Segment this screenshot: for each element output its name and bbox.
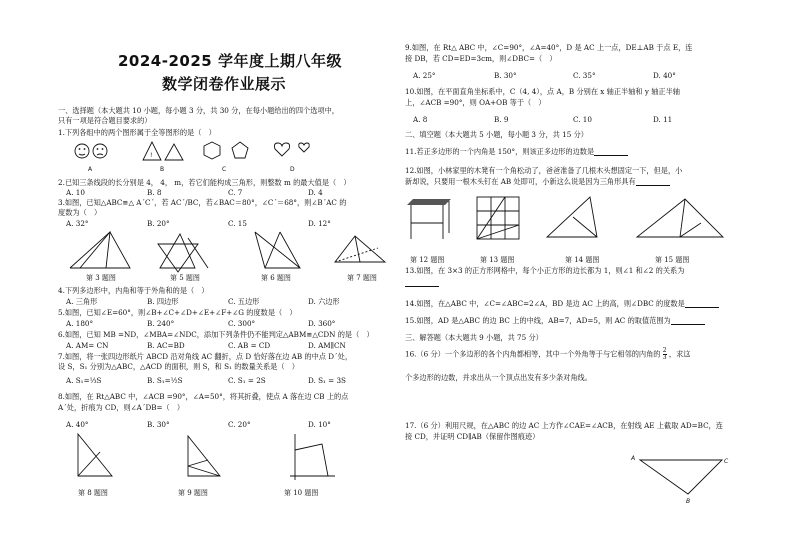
q4-opt-d: D. 六边形 — [308, 297, 340, 306]
q6-opt-d: D. AM∥CN — [308, 341, 346, 350]
figure-q9 — [188, 436, 220, 476]
caption-q3: 第 3 题图 — [86, 274, 116, 282]
question-5: 5.如图，已知∠E=60°，则∠B+∠C+∠D+∠E+∠F+∠G 的度数是（ ） — [58, 308, 297, 317]
section-2-heading: 二、填空题（本大题共 5 小题，每小题 3 分，共 15 分） — [405, 130, 588, 139]
q3-opt-b: B. 20° — [147, 219, 170, 228]
q3-opt-d: D. 12° — [308, 219, 331, 228]
q9-opt-d: D. 40° — [653, 71, 676, 80]
page-subtitle: 数学闭卷作业展示 — [162, 75, 287, 93]
q9-opt-b: B. 30° — [494, 71, 517, 80]
fraction-numerator: 2 — [662, 347, 667, 354]
q9-opt-a: A. 25° — [413, 71, 436, 80]
question-17-cont: 接 CD，并证明 CD∥AB（保留作图痕迹） — [405, 432, 540, 441]
q6-opt-a: A. AM= CN — [66, 341, 109, 350]
q5-opt-c: C. 300° — [228, 319, 256, 328]
q6-opt-b: B. AC=BD — [147, 341, 185, 350]
caption-q6: 第 6 题图 — [261, 274, 291, 282]
question-7-cont: 设 S，S₁ 分别为△ABC，△ACD 的面积，则 S，和 S₁ 的数量关系是（ ） — [58, 362, 299, 371]
question-16-line — [405, 348, 690, 361]
q2-opt-b: B. 8 — [147, 188, 162, 197]
question-4: 4.下列多边形中，内角和等于外角和的是（ ） — [58, 286, 209, 295]
figures-row-2 — [60, 430, 395, 485]
q7-opt-a: A. S₁=⅓S — [66, 376, 102, 385]
section-3-heading: 三、解答题（本大题共 9 小题，共 75 分） — [405, 333, 543, 342]
q10-opt-a: A. 8 — [413, 115, 428, 124]
q1-opt-d: D — [290, 166, 295, 173]
question-9: 9.如图，在 Rt△ ABC 中，∠C=90°，∠A=40°，D 是 AC 上一点，DE⊥AB 于点 E，连 — [405, 43, 693, 52]
page-title: 2024-2025 学年度上期八年级 — [118, 52, 342, 70]
figure-q17 — [630, 450, 740, 506]
question-16: 16.（6 分）一个多边形的各个内角都相等，其中一个外角等于与它相邻的内角的 — [405, 349, 661, 359]
figure-q8 — [78, 434, 112, 476]
q10-opt-d: D. 11 — [653, 115, 673, 124]
caption-q15: 第 15 题图 — [655, 256, 690, 264]
question-8-cont: A´处，折痕为 CD，则∠A´DB=（ ） — [58, 403, 185, 412]
answer-blank[interactable] — [594, 148, 628, 156]
label-c: C — [724, 458, 729, 465]
q5-opt-d: D. 360° — [308, 319, 336, 328]
q10-opt-b: B. 9 — [494, 115, 509, 124]
section-1-heading: 一、选择题（本大题共 10 小题，每小题 3 分，共 30 分，在每小题给出的四个选项中， — [58, 106, 339, 115]
figure-q6 — [255, 232, 300, 268]
answer-blank[interactable] — [685, 300, 719, 308]
q8-opt-b: B. 30° — [147, 420, 170, 429]
q3-opt-c: C. 15 — [228, 219, 247, 228]
q1-opt-a: A — [88, 166, 93, 173]
q5-opt-a: A. 180° — [66, 319, 94, 328]
q5-opt-b: B. 240° — [147, 319, 175, 328]
q8-opt-d: D. 10° — [308, 420, 331, 429]
label-a: A — [631, 455, 636, 462]
answer-blank[interactable] — [671, 317, 705, 325]
figure-q10 — [290, 434, 335, 480]
q2-opt-a: A. 10 — [66, 188, 85, 197]
question-3-cont: 度数为（ ） — [58, 208, 102, 217]
figure-q13-grid — [477, 197, 519, 239]
section-1-heading-cont: 只有一项是符合题目要求的） — [58, 116, 152, 125]
q10-opt-c: C. 10 — [573, 115, 592, 124]
caption-q9: 第 9 题图 — [178, 489, 208, 497]
question-16-cont: 个多边形的边数，并求出从一个顶点出发有多少条对角线。 — [405, 373, 592, 382]
question-11: 11.若正多边形的一个内角是 150°，则该正多边形的边数是 — [405, 147, 595, 156]
question-9-cont: 接 DB，若 CD=ED=3cm，则∠DBC=（ ） — [405, 54, 557, 63]
caption-q12: 第 12 题图 — [410, 256, 445, 264]
figure-q14 — [547, 197, 597, 237]
figure-q12-stool — [407, 199, 451, 239]
question-8: 8.如图，在 Rt△ABC 中，∠ACB =90°，∠A=50°，将其折叠，使点 A 落在边 CB 上的点 — [58, 392, 349, 401]
figure-q5 — [158, 234, 208, 272]
question-7: 7.如图，将一张四边形纸片 ABCD 沿对角线 AC 翻折，点 D 恰好落在边 AB 的中点 D´处， — [58, 352, 353, 361]
question-1-figures — [72, 138, 332, 174]
fraction — [663, 348, 667, 361]
q8-opt-a: A. 40° — [66, 420, 89, 429]
question-17: 17.（6 分）利用尺规，在△ABC 的边 AC 上方作∠CAE=∠ACB，在射线 AE 上截取 AD=BC，连 — [405, 421, 723, 430]
caption-q14: 第 14 题图 — [565, 256, 600, 264]
caption-q13: 第 13 题图 — [480, 256, 515, 264]
question-1: 1.下列各组中的两个图形属于全等图形的是（ ） — [58, 128, 216, 137]
q8-opt-c: C. 20° — [228, 420, 251, 429]
q7-opt-d: D. S₁ = 3S — [308, 376, 346, 385]
question-2: 2.已知三条线段的长分别是 4， 4， m，若它们能构成三角形，则整数 m 的最大值是（ ） — [58, 178, 351, 187]
q1-opt-c: C — [222, 166, 227, 173]
caption-q8: 第 8 题图 — [78, 489, 108, 497]
q9-opt-c: C. 35° — [573, 71, 596, 80]
figures-row-3 — [405, 193, 750, 248]
figure-q3 — [70, 232, 130, 268]
question-15: 15.如图，AD 是△ABC 的边 BC 上的中线，AB=7，AD=5，则 AC 的取值范围为 — [405, 316, 671, 325]
question-10-cont: 上，∠ACB =90°，则 OA+OB 等于（ ） — [405, 98, 546, 107]
option-c-polygons-icon — [204, 142, 248, 159]
label-b: B — [686, 498, 691, 505]
caption-q7: 第 7 题图 — [347, 274, 377, 282]
question-10: 10.如图，在平面直角坐标系中，C（4, 4），点 A，B 分别在 x 轴正半轴和 y 轴正半轴 — [405, 87, 680, 96]
question-6: 6.如图，已知 MB =ND，∠MBA=∠NDC，添加下列条件仍不能判定△ABM≌△CDN 的是（ ） — [58, 330, 374, 339]
q4-opt-b: B. 四边形 — [147, 297, 179, 306]
question-3: 3.如图，已知△ABC≌△ A´C´，若 AC´/BC，若∠BAC＝80°，∠C´＝68°，则∠B´AC 的 — [58, 198, 347, 207]
figures-row-1 — [60, 228, 395, 274]
q2-opt-d: D. 4 — [308, 188, 323, 197]
question-14: 14.如图，在△ABC 中，∠C=∠ABC=2∠A，BD 是边 AC 上的高，则∠DBC 的度数是 — [405, 299, 685, 308]
question-12-line — [405, 177, 670, 186]
svg-text:!: ! — [150, 152, 153, 159]
q7-opt-b: B. S₁=½S — [147, 376, 183, 385]
q4-opt-c: C. 五边形 — [228, 297, 260, 306]
q2-opt-c: C. 7 — [228, 188, 243, 197]
q3-opt-a: A. 32° — [66, 219, 89, 228]
question-12: 12.如图，小林家里的木凳有一个角松动了，爸爸准备了几根木头想固定一下，但是，小 — [405, 166, 683, 175]
option-d-hearts-icon — [274, 143, 309, 156]
caption-q10: 第 10 题图 — [284, 489, 319, 497]
question-15-line — [405, 316, 705, 325]
option-b-triangles-icon — [143, 142, 183, 160]
question-14-line — [405, 299, 719, 308]
question-11-line — [405, 147, 628, 156]
q6-opt-c: C. AB = CD — [228, 341, 271, 350]
answer-blank[interactable] — [405, 279, 439, 287]
figure-q15 — [637, 199, 723, 237]
option-a-faces-icon — [75, 144, 107, 158]
figure-q7 — [335, 236, 385, 262]
q7-opt-c: C. S₁ = 2S — [228, 376, 266, 385]
question-16-tail: ，求这 — [668, 349, 691, 359]
question-13: 13.如图，在 3×3 的正方形网格中，每个小正方形的边长都为 1，则∠1 和∠2 的关系为 — [405, 266, 685, 275]
answer-blank[interactable] — [636, 178, 670, 186]
q1-opt-b: B — [160, 166, 165, 173]
caption-q5: 第 5 题图 — [170, 274, 200, 282]
q4-opt-a: A. 三角形 — [66, 297, 98, 306]
fraction-denominator: 3 — [662, 354, 667, 361]
question-12-cont: 新却说，只要用一根木头钉在 AB 处即可，小新这么说是因为三角形具有 — [405, 177, 636, 186]
